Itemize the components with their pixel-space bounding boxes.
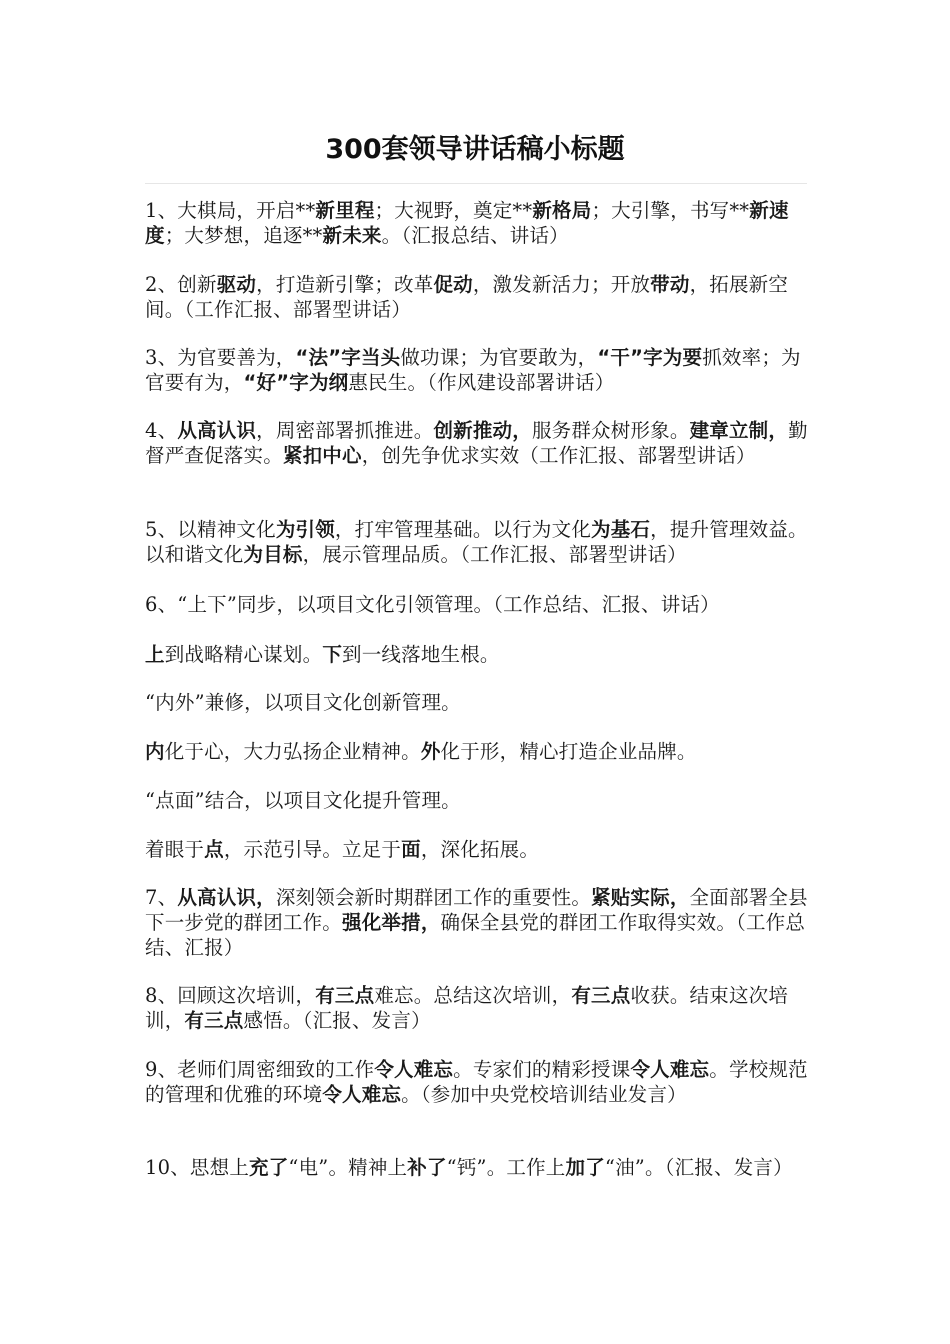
text-segment: “内外”兼修，以项目文化创新管理。 — [145, 691, 461, 714]
bold-text-segment: 为目标 — [243, 543, 303, 566]
text-segment: ，创先争优求实效（工作汇报、部署型讲话） — [361, 444, 756, 467]
text-segment: 深刻领会新时期群团工作的重要性。 — [275, 886, 592, 909]
text-segment: 7、 — [145, 886, 178, 909]
text-segment: 5、以精神文化 — [145, 518, 276, 541]
bold-text-segment: 紧扣中心 — [282, 444, 362, 467]
text-segment: ；大视野，奠定** — [374, 199, 533, 222]
text-segment: 9、老师们周密细致的工作 — [145, 1058, 375, 1081]
paragraph-6-internalize — [145, 739, 810, 764]
text-segment: 全面部署全县下一步党的群团工作。 — [145, 886, 808, 934]
document-title: 300套领导讲话稿小标题 — [325, 134, 625, 165]
paragraph-6-point-area — [145, 788, 810, 813]
bold-text-segment: 有三点 — [184, 1009, 244, 1032]
text-segment: 6、“上下”同步，以项目文化引领管理。（工作总结、汇报、讲话） — [145, 593, 720, 616]
bold-text-segment: 令人难忘 — [630, 1058, 710, 1081]
text-segment: 化于心，大力弘扬企业精神。 — [164, 740, 421, 763]
text-segment: 抓效率；为官要有为， — [145, 346, 801, 394]
paragraph-5 — [145, 517, 810, 567]
bold-text-segment: 从高认识， — [177, 886, 276, 909]
text-segment: 到一线落地生根。 — [342, 643, 500, 666]
bold-text-segment: 新里程 — [315, 199, 375, 222]
paragraph-9 — [145, 1057, 810, 1107]
bold-text-segment: 有三点 — [315, 984, 375, 1007]
bold-text-segment: 强化举措， — [342, 911, 441, 934]
text-segment: 8、回顾这次培训， — [145, 984, 316, 1007]
text-segment: 确保全县党的群团工作取得实效。（工作总结、汇报） — [145, 911, 806, 959]
text-segment: 10、思想上 — [145, 1156, 250, 1179]
paragraph-10 — [145, 1155, 810, 1180]
text-segment: 。（汇报总结、讲话） — [381, 224, 569, 247]
bold-text-segment: “法”字当头 — [295, 346, 401, 369]
text-segment: ，深化拓展。 — [420, 838, 540, 861]
paragraph-8 — [145, 983, 810, 1033]
bold-text-segment: 带动 — [650, 273, 690, 296]
title-divider — [145, 183, 807, 184]
paragraph-7 — [145, 885, 810, 960]
bold-text-segment: 新未来 — [322, 224, 382, 247]
bold-text-segment: 内 — [145, 740, 165, 763]
text-segment: 1、大棋局，开启** — [145, 199, 316, 222]
text-segment: ，激发新活力；开放 — [472, 273, 651, 296]
text-segment: ，拓展新空间。（工作汇报、部署型讲话） — [145, 273, 789, 321]
bold-text-segment: “好”字为纲 — [243, 371, 349, 394]
paragraph-6 — [145, 592, 810, 617]
text-segment: 收获。结束这次培训， — [145, 984, 789, 1032]
text-segment: 勤督严查促落实。 — [145, 419, 808, 467]
text-segment: ，示范引导。立足于 — [223, 838, 402, 861]
bold-text-segment: 建章立制， — [689, 419, 789, 442]
paragraph-1 — [145, 198, 810, 248]
bold-text-segment: 新格局 — [532, 199, 592, 222]
bold-text-segment: 令人难忘 — [374, 1058, 454, 1081]
paragraph-6-inner-outer — [145, 690, 810, 715]
text-segment: ，提升管理效益。以和谐文化 — [145, 518, 808, 566]
paragraph-2 — [145, 272, 810, 322]
bold-text-segment: 有三点 — [571, 984, 631, 1007]
bold-text-segment: 促动 — [433, 273, 473, 296]
bold-text-segment: 创新推动， — [433, 419, 532, 442]
text-segment: 做功课；为官要敢为， — [400, 346, 598, 369]
bold-text-segment: 从高认识 — [177, 419, 257, 442]
text-segment: ；大梦想，追逐** — [164, 224, 323, 247]
text-segment: ，周密部署抓推进。 — [256, 419, 434, 442]
paragraph-6-focus — [145, 837, 810, 862]
paragraph-6-up-down — [145, 642, 810, 667]
text-segment: 。学校规范的管理和优雅的环境 — [145, 1058, 808, 1106]
text-segment: 。（参加中央党校培训结业发言） — [401, 1083, 687, 1106]
bold-text-segment: 外 — [420, 740, 441, 763]
text-segment: 4、 — [145, 419, 178, 442]
text-segment: “电”。精神上 — [288, 1156, 408, 1179]
bold-text-segment: 点 — [204, 838, 224, 861]
text-segment: 感悟。（汇报、发言） — [243, 1009, 431, 1032]
bold-text-segment: 补了 — [407, 1156, 447, 1179]
bold-text-segment: 面 — [401, 838, 421, 861]
bold-text-segment: 驱动 — [216, 273, 257, 296]
bold-text-segment: 下 — [322, 643, 343, 666]
text-segment: 着眼于 — [145, 838, 205, 861]
text-segment: 到战略精心谋划。 — [164, 643, 323, 666]
bold-text-segment: “干”字为要 — [597, 346, 703, 369]
text-segment: 惠民生。（作风建设部署讲话） — [348, 371, 615, 394]
paragraph-4 — [145, 418, 810, 468]
text-segment: “油”。（汇报、发言） — [604, 1156, 793, 1179]
text-segment: 服务群众树形象。 — [531, 419, 690, 442]
bold-text-segment: 加了 — [565, 1156, 605, 1179]
text-segment: ，展示管理品质。（工作汇报、部署型讲话） — [302, 543, 687, 566]
bold-text-segment: 紧贴实际， — [591, 886, 690, 909]
text-segment: ，打牢管理基础。以行为文化 — [334, 518, 592, 541]
bold-text-segment: 新速度 — [145, 199, 789, 247]
bold-text-segment: 充了 — [249, 1156, 289, 1179]
text-segment: “点面”结合，以项目文化提升管理。 — [145, 789, 461, 812]
text-segment: 3、为官要善为， — [145, 346, 296, 369]
bold-text-segment: 为引领 — [275, 518, 335, 541]
text-segment: 难忘。总结这次培训， — [374, 984, 572, 1007]
text-segment: “钙”。工作上 — [446, 1156, 566, 1179]
text-segment: 化于形，精心打造企业品牌。 — [440, 740, 697, 763]
bold-text-segment: 令人难忘 — [322, 1083, 402, 1106]
paragraph-3 — [145, 345, 810, 395]
text-segment: ；大引擎，书写** — [591, 199, 750, 222]
text-segment: 2、创新 — [145, 273, 217, 296]
bold-text-segment: 为基石 — [591, 518, 651, 541]
bold-text-segment: 上 — [145, 643, 165, 666]
text-segment: 。专家们的精彩授课 — [453, 1058, 631, 1081]
text-segment: ，打造新引擎；改革 — [256, 273, 434, 296]
